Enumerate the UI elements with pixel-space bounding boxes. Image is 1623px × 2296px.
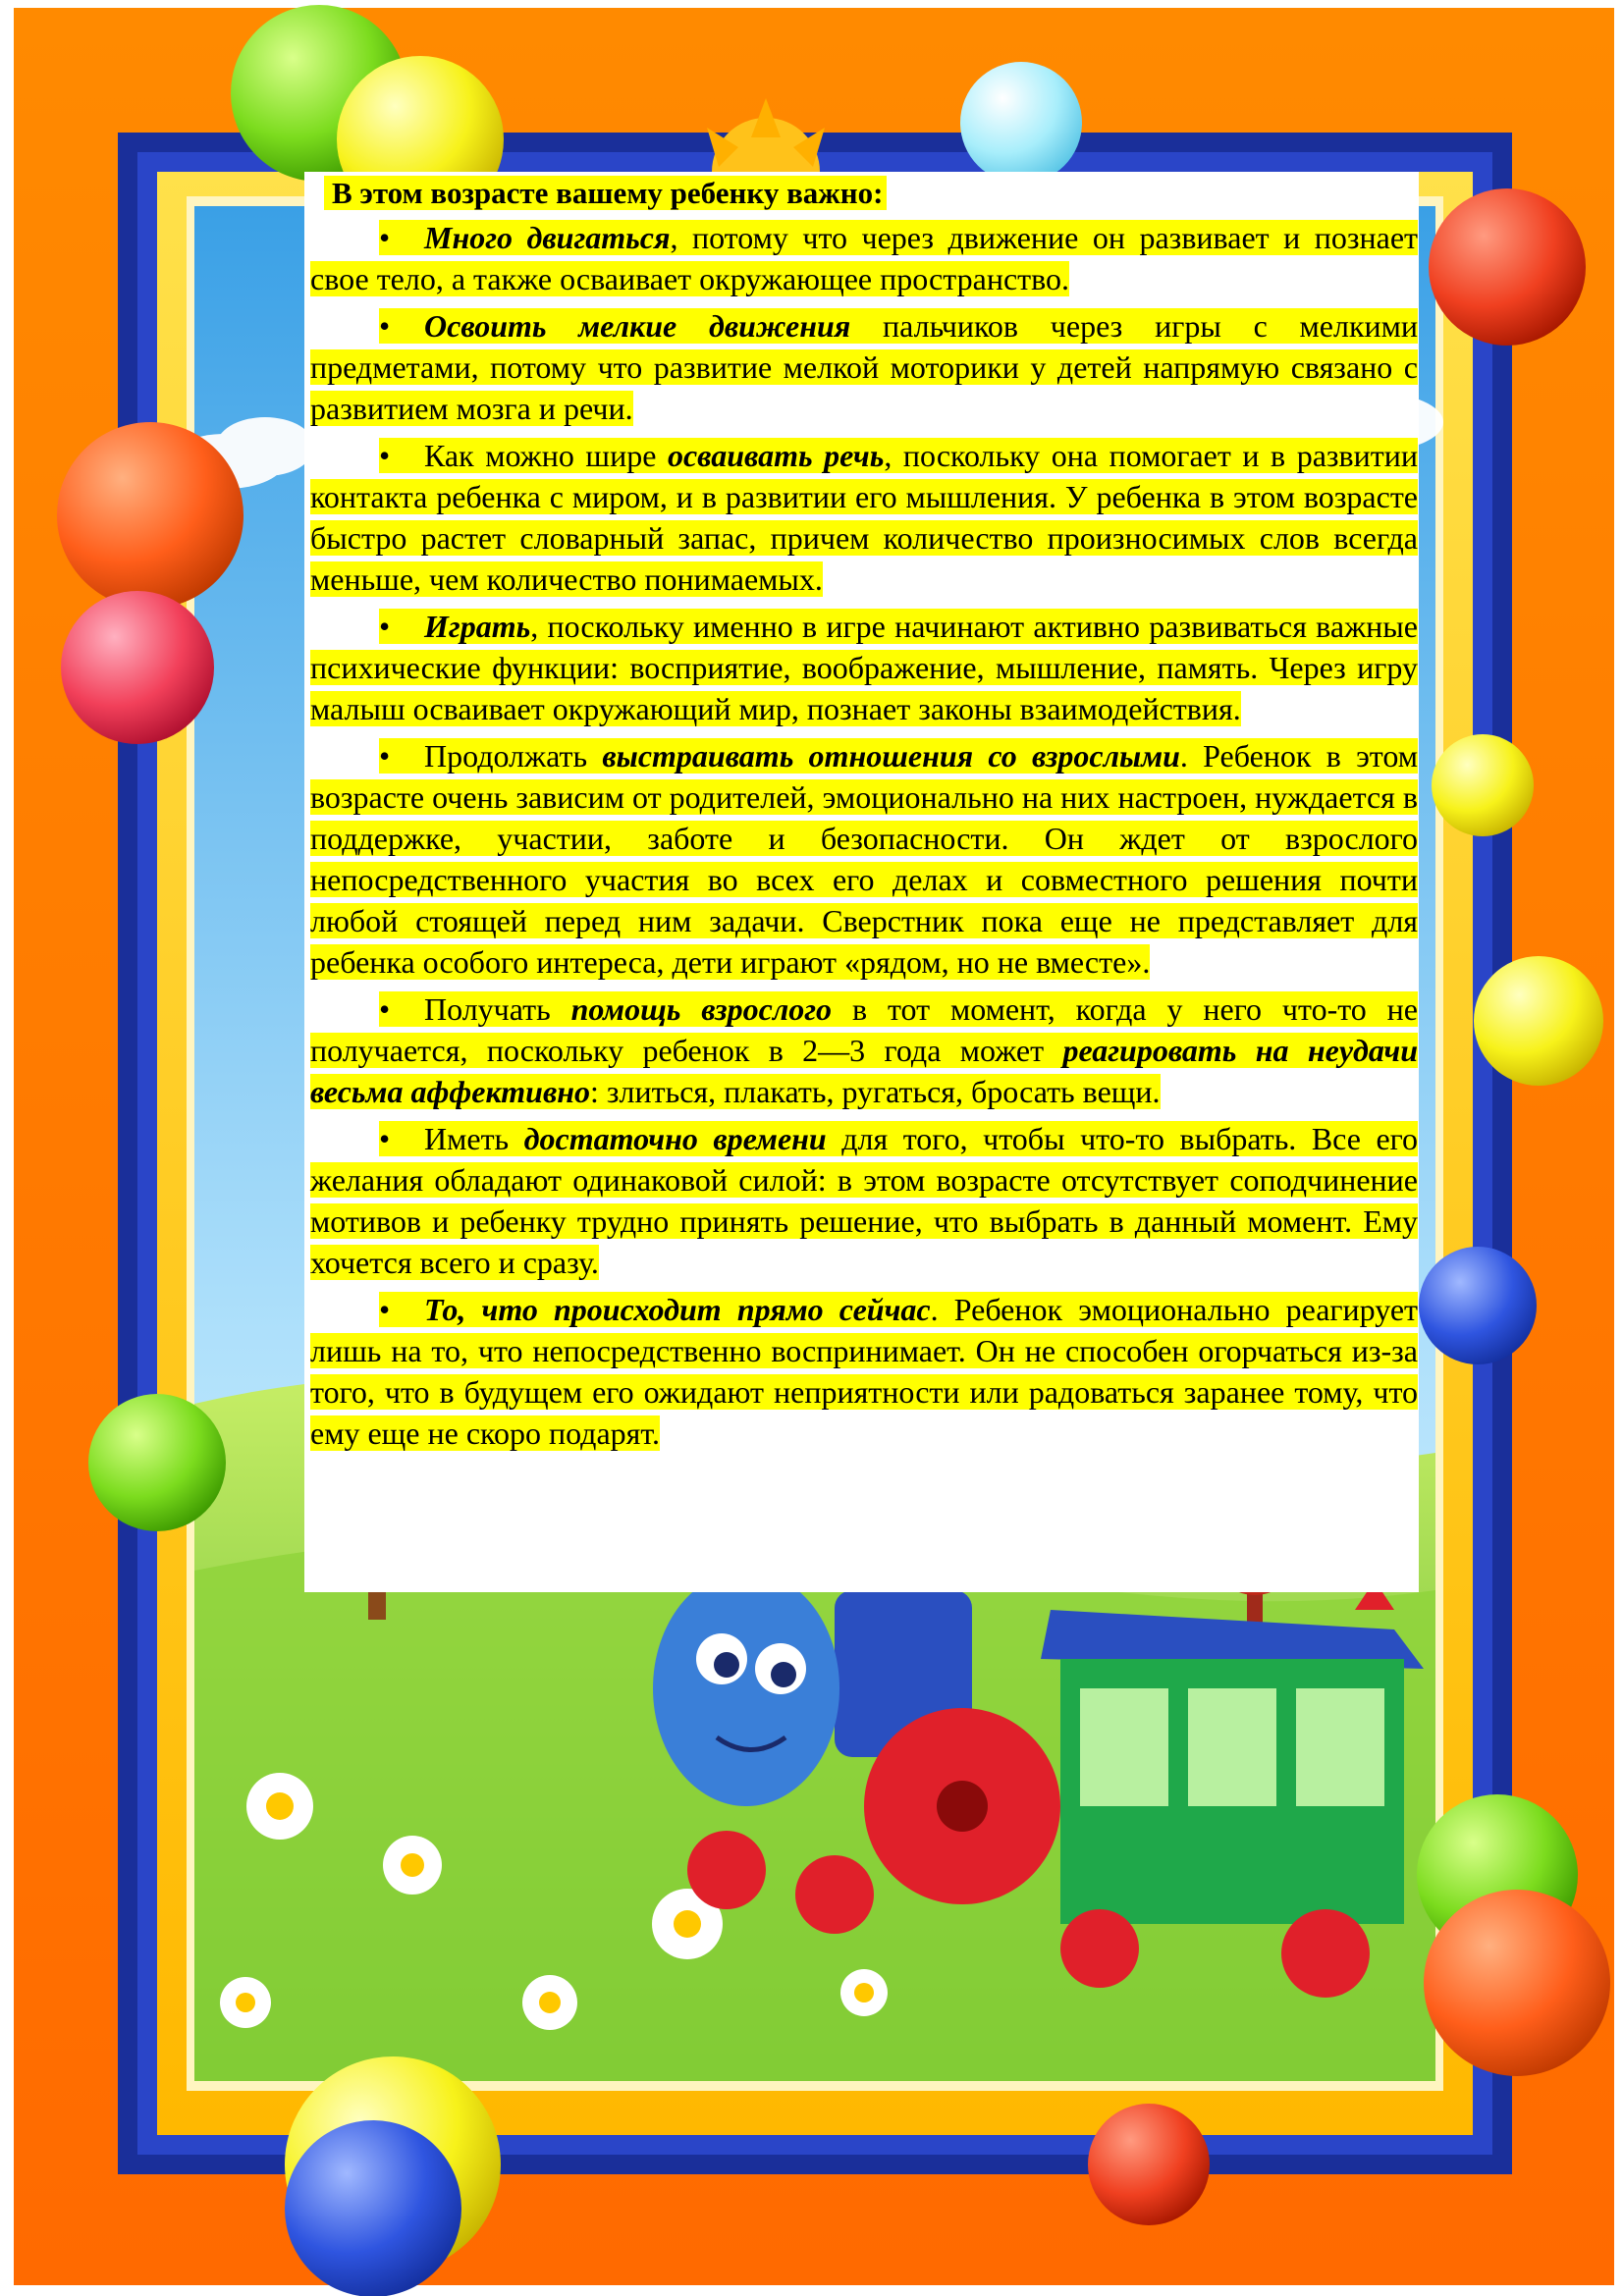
bullet-dot-icon: • <box>379 438 391 473</box>
highlighted-text <box>310 1121 1418 1280</box>
list-item <box>310 735 1418 983</box>
list-item <box>310 988 1418 1112</box>
emphasis-text: осваивать речь <box>667 438 885 473</box>
list-item <box>310 1118 1418 1283</box>
emphasis-text: Освоить мелкие движения <box>424 308 851 344</box>
bullet-dot-icon: • <box>379 1121 391 1156</box>
highlighted-text <box>310 991 1418 1109</box>
body-text: для того, чтобы что-то выбрать. Все его желания обладают одинаковой силой: в этом возрасте отсутствует соподчинение мотивов и ребенку трудно принять решение, что выбрать в данный момент. Ему хочется всего и сразу. <box>310 1121 1419 1280</box>
body-text: Иметь <box>424 1121 524 1156</box>
page-title: В этом возрасте вашему ребенку важно: <box>324 174 887 213</box>
body-text: в тот момент, когда у него что-то не получается, поскольку ребенок в 2—3 года может <box>310 991 1419 1068</box>
emphasis-text: реагировать на неудачи весьма аффективно <box>310 1033 1419 1109</box>
highlighted-text <box>310 220 1418 296</box>
bullet-dot-icon: • <box>379 220 391 255</box>
body-text: , поскольку именно в игре начинают активно развиваться важные психические функции: восприятие, воображение, мышление, память. Через игру малыш осваивает окружающий мир, познает законы взаимодействия. <box>310 609 1418 726</box>
list-item <box>310 606 1418 729</box>
bullet-dot-icon: • <box>379 738 391 774</box>
list-item <box>310 217 1418 299</box>
highlighted-text <box>310 609 1418 726</box>
body-text: . Ребенок в этом возрасте очень зависим от родителей, эмоционально на них настроен, нуждается в поддержке, участии, заботе и безопасности. Он ждет от взрослого непосредственного участия во всех его делах и совместного решения почти любой стоящей перед ним задачи. Сверстник пока еще не представляет для ребенка особого интереса, дети играют «рядом, но не вместе». <box>310 738 1419 980</box>
list-item <box>310 1289 1418 1454</box>
bullet-dot-icon: • <box>379 609 391 644</box>
highlighted-text <box>310 1292 1418 1451</box>
highlighted-text <box>310 738 1418 980</box>
bullet-dot-icon: • <box>379 308 391 344</box>
emphasis-text: То, что происходит прямо сейчас <box>424 1292 931 1327</box>
body-text: . Ребенок эмоционально реагирует лишь на то, что непосредственно воспринимает. Он не способен огорчаться из-за того, что в будущем его ожидают неприятности или радоваться заранее тому, что ему еще не скоро подарят. <box>310 1292 1419 1451</box>
body-text: пальчиков через игры с мелкими предметами, потому что развитие мелкой моторики у детей напрямую связано с развитием мозга и речи. <box>310 308 1419 426</box>
emphasis-text: выстраивать отношения со взрослыми <box>602 738 1180 774</box>
bullet-list <box>310 217 1418 1460</box>
emphasis-text: Много двигаться <box>424 220 671 255</box>
text-panel <box>304 172 1419 1592</box>
emphasis-text: достаточно времени <box>523 1121 827 1156</box>
body-text: Как можно шире <box>424 438 668 473</box>
bullet-dot-icon: • <box>379 1292 391 1327</box>
emphasis-text: Играть <box>424 609 531 644</box>
body-text: Получать <box>424 991 571 1027</box>
list-item <box>310 435 1418 600</box>
bullet-dot-icon: • <box>379 991 391 1027</box>
highlighted-text <box>310 308 1418 426</box>
emphasis-text: помощь взрослого <box>570 991 833 1027</box>
list-item <box>310 305 1418 429</box>
body-text: : злиться, плакать, ругаться, бросать вещи. <box>590 1074 1161 1109</box>
body-text: , поскольку она помогает и в развитии контакта ребенка с миром, и в развитии его мышления. У ребенка в этом возрасте быстро растет словарный запас, причем количество произносимых слов всегда меньше, чем количество понимаемых. <box>310 438 1419 597</box>
highlighted-text <box>310 438 1418 597</box>
body-text: , потому что через движение он развивает и познает свое тело, а также осваивает окружающее пространство. <box>310 220 1419 296</box>
body-text: Продолжать <box>424 738 603 774</box>
